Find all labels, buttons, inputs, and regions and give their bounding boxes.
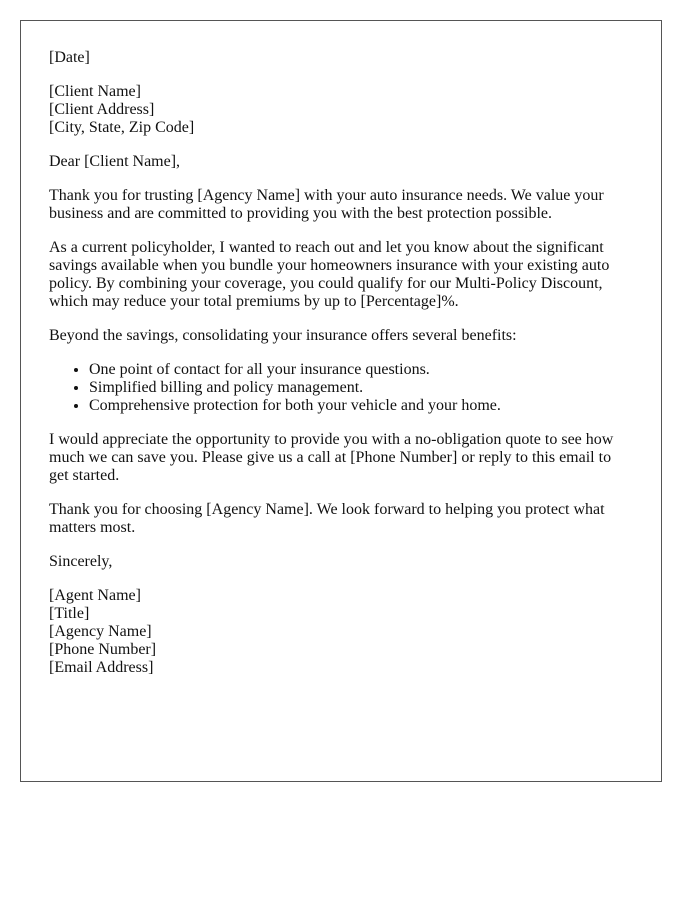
letter-date: [Date] — [49, 49, 90, 66]
recipient-block — [49, 83, 633, 137]
agent-email: [Email Address] — [49, 659, 154, 676]
intro-paragraph: Thank you for trusting [Agency Name] with your auto insurance needs. We value your business and are committed to providing you with the best protection possible. — [49, 187, 604, 222]
benefits-intro: Beyond the savings, consolidating your insurance offers several benefits: — [49, 327, 517, 344]
signoff: Sincerely, — [49, 553, 113, 570]
recipient-address: [Client Address] — [49, 101, 155, 118]
agency-name: [Agency Name] — [49, 623, 152, 640]
agent-name: [Agent Name] — [49, 587, 141, 604]
letter — [20, 20, 662, 782]
benefit-item: • One point of contact for all your insurance questions. — [89, 361, 633, 379]
offer-paragraph: As a current policyholder, I wanted to reach out and let you know about the significant savings available when you bundle your homeowners insurance with your existing auto policy. By combining your coverage, you could qualify for our Multi-Policy Discount, which may reduce your total premiums by up to [Percentage]%. — [49, 239, 610, 310]
benefit-item: • Comprehensive protection for both your vehicle and your home. — [89, 397, 633, 415]
recipient-name: [Client Name] — [49, 83, 141, 100]
closing-paragraph: Thank you for choosing [Agency Name]. We look forward to helping you protect what matters most. — [49, 501, 605, 536]
agent-phone: [Phone Number] — [49, 641, 157, 658]
recipient-city-state-zip: [City, State, Zip Code] — [49, 119, 195, 136]
signature-block — [49, 587, 633, 677]
benefits-list — [49, 361, 633, 415]
agent-title: [Title] — [49, 605, 90, 622]
salutation: Dear [Client Name], — [49, 153, 181, 170]
benefit-item: • Simplified billing and policy management. — [89, 379, 633, 397]
cta-paragraph: I would appreciate the opportunity to provide you with a no-obligation quote to see how much we can save you. Please give us a call at [Phone Number] or reply to this email to get started. — [49, 431, 614, 484]
